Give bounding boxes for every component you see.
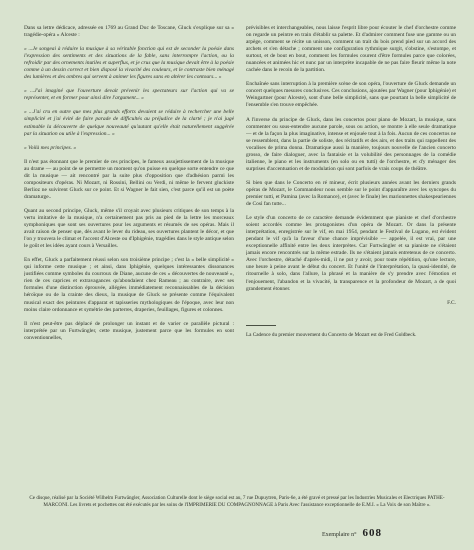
paragraph: En effet, Gluck a parfaitement réussi selon son troisième principe ; c'est la « belle simplicité » qui informe cette musique ; et ainsi, dans Iphigénie, quelques intéressantes dissonances justifiées comme symboles du courroux de Diane, aucune de ces « découvertes de nouveauté », rien de ces caprices et extravagances qu'abondaient chez Rameau ; au contraire, avec ses formules d'une distinction éprouvée, allégées immédiatement reconnaissables de la décision héroïque ou de la crainte des dieux, la musique de Gluck se présente comme l'équivalent musical exact des peintures d'apparat et tapisseries mythologiques de l'époque, avec leur non moins claire ordonnance et symétrie des parterres, draperies, feuillages, figures et colonnes. — [24, 257, 234, 313]
caption-rule — [246, 325, 276, 326]
paragraph: Le style d'un concerto de ce caractère demande évidemment que pianiste et chef d'orchestre soient accordés comme les protagonistes d'un opéra de Mozart. Or dans la présente interprétation, enregistrée sur le vif, en mai 1954, pendant le Festival de Lugano, est évident pendant le vif qu'à la faveur d'une chance imprévisible — appelée, il est vrai, par une exceptionnelle affinité entre les deux interprètes. Car Furtwängler et sa pianiste ne s'étaient jamais encore rencontrés sur la même estrade. Ils ne s'étaient jamais entretenus de ce concerto. Avec l'orchestre, détaché d'après-midi, il ne put y avoir, pour toute répétition, qu'une lecture, une heure à peine avant le début du concert. Et l'unité de l'interprétation, la quasi-identité, de ritournelle à solo, dans l'allure, la phrasé et la manière de s'y prendre avec l'émotion et l'enjouement, l'abandon et la vivacité, la transparence et la profondeur de Mozart, a de quoi grandement étonner. — [246, 215, 456, 292]
copy-number — [322, 527, 382, 539]
text-columns — [24, 25, 456, 491]
caption: La Cadence du premier mouvement du Concerto de Mozart est de Fred Goldbeck. — [246, 331, 417, 338]
paragraph: Si bien que dans le Concerto en ré mineur, écrit plusieurs années avant les derniers grands opéras de Mozart, le Commandeur nous semble sur le point d'apparaître avec les syncopes du premier tutti, et Pamina (avec la Romance), et (avec le finale) les marionnettes shakespeariennes de Così fan tutte... — [246, 179, 456, 208]
quotation: « ...J'ai imaginé que l'ouverture devait prévenir les spectateurs sur l'action qui va se représenter, et en former pour ainsi dire l'argument... » — [24, 88, 234, 102]
paragraph: Enchaînée sans interruption à la première scène de son opéra, l'ouverture de Gluck demande un concert quelques mesures conclusives. Ces conclusions, ajoutées par Wagner (pour Iphigénie) et Weingartner (pour Alceste), sont d'une belle simplicité, sans que pourtant la belle simplicité de l'ensemble s'en trouve empêchée. — [246, 81, 456, 109]
colophon — [24, 495, 450, 508]
right-column — [246, 25, 456, 491]
copy-number-label: Exemplaire n° — [321, 532, 357, 538]
paragraph: Dans sa lettre dédicace, adressée en 1769 au Grand Duc de Toscane, Gluck s'explique sur sa « tragédie-opéra » Alceste : — [24, 25, 234, 39]
paragraph: A l'inverse du principe de Gluck, dans les concertos pour piano de Mozart, la musique, sans commenter ou sous-entendre aucune parole, sous ou action, se montre à elle seule dramatique — et de la façon la plus imaginative, intense et enjouée tout à la fois. Aucun de ces concertos ne se ressemblent, dans la partie de soliste, des récitatifs et des airs, et des traits qui rappellent des vocalises de prima donna. Dramatique aussi la manière, toujours nouvelle de l'ancien concerto grosso, de faire dialoguer, avec la fantaisie et la volubilité des personnages de la comédie italienne, le piano et les instruments (en solo ou en tutti) de l'orchestre, et d'y ménager des surprises d'accentuation et de modulation qui sont parfois de vrais coups de théâtre. — [246, 116, 456, 172]
paragraph: Il n'est peut-être pas déplacé de prolonger un instant et de varier ce parallèle pictural : interprétée par un Furtwängler, cette musique, justement parce que les formules en sont conventionnelles, — [24, 320, 234, 341]
quotation: « ...J'ai cru en outre que mes plus grands efforts devaient se réduire à rechercher une belle simplicité et j'ai évité de faire parade de difficultés au préjudice de la clarté ; je n'ai jugé estimable la découverte de quelque nouveauté qu'autant qu'elle était naturellement suggérée par la situation ou utile à l'expression... » — [24, 109, 234, 137]
left-column — [24, 25, 234, 491]
paragraph: prévisibles et interchangeables, nous laisse l'esprit libre pour écouter le chef d'orchestre comme on regarde un peintre en train d'établir sa palette. Et d'admirer comment fuse une gamme ou un arpège, comment se récite un unisson, comment un trait du bois prend pied sur un accord des archets et s'en détache ; comment une configuration rythmique surgit, s'obstine, s'estompe, et surtout, et de bout en bout, comment les formules courent d'être formules parce que colorées, nuancées et animées hic et nunc par un interprète incapable de ne pas faire fleurir même la note cachée dans le recoin de la partition. — [246, 25, 456, 74]
paragraph: Il n'est pas étonnant que le premier de ces principes, le fameux assujettissement de la musique au drame — au point de se permettre un moment qu'on puisse en quelque sorte entendre ce que dit la musique — ait rencontré par la suite plus d'opposition que d'adhésion parmi les compositeurs d'opéras. Ni Mozart, ni Rossini, Bellini ou Verdi, ni même le fervent gluckiste Berlioz ne suivirent Gluck sur ce point. Et si Wagner le fait sien, c'est parce qu'il est un poète dramaturge.. — [24, 158, 234, 200]
quotation: « ...Je songeai à réduire la musique à sa véritable fonction qui est de seconder la poésie dans l'expression des sentiments et des situations de la fable, sans interrompre l'action, ou la refroidir par des ornements inutiles et superflus, et je crus que la musique devait être à la poésie comme à un dessin correct et bien disposé la vivacité des couleurs, et le contraste bien ménagé des lumières et des ombres qui servent à animer les figures sans en altérer les contours... » — [24, 46, 234, 81]
copy-number-value: 608 — [362, 527, 382, 539]
quotation: « Voilà mes principes. » — [24, 144, 77, 151]
signature: F.C. — [447, 299, 456, 306]
paragraph: Quant au second principe, Gluck, même s'il croyait avec plusieurs critiques de son temps à la vertu imitative de la musique, n'a certainement pas pris au pied de la lettre les morceaux symphoniques que sont ses ouvertures pour les arguments et résumés de ses opéras. Mais il avait raison de penser que, dès avant le lever du rideau, ses ouvertures plantent le décor, et que l'on y trouvera le climat et l'accent d'Alceste ou d'Iphigénie, tragédies dans le style antique selon le goût et les idées ayant cours à Versailles. — [24, 207, 234, 250]
colophon-text: Ce disque, réalisé par la Société Wilhelm Furtwängler, Association Culturelle dont le siège social est au, 7 rue Dupuytren, Paris-6e, a été gravé et pressé par les Industries Musicales et Electriques PATHE-MARCONI. Les livrets et pochettes ont été exécutés par les soins de l'IMPRIMERIE DU COMPAGNONNAGE à Paris Avec l'assistance exceptionnelle de E.M.I. « La Voix de son Maître ». — [29, 495, 445, 508]
